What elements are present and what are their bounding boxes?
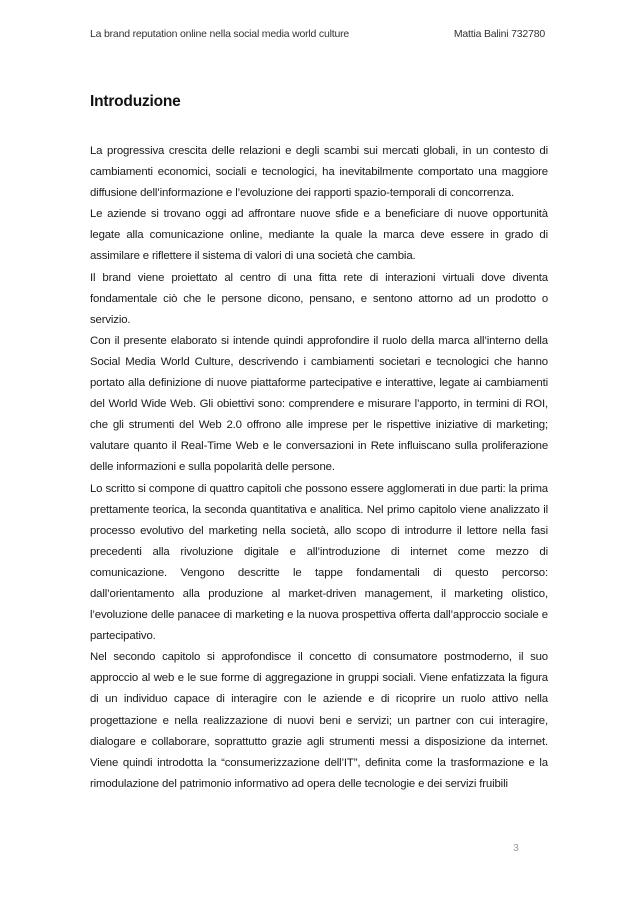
paragraph: La progressiva crescita delle relazioni e degli scambi sui mercati globali, in un contesto di cambiamenti economici, sociali e tecnologici, ha inevitabilmente comportato una maggiore diffusione dell’informazione e l’evoluzione dei rapporti spazio-temporali di concorrenza.: [90, 145, 548, 200]
page-number: 3: [513, 843, 519, 854]
paragraph: Lo scritto si compone di quattro capitoli che possono essere agglomerati in due parti: la prima prettamente teorica, la seconda quantitativa e analitica. Nel primo capitolo viene analizzato il processo evolutivo del marketing nella società, allo scopo di introdurre il lettore nella fasi precedenti alla rivoluzione digitale e all’introduzione di internet come mezzo di comunicazione. Vengono descritte le tappe fondamentali di questo percorso: dall’orientamento alla produzione al market-driven management, il marketing olistico, l’evoluzione delle panacee di marketing e la nuova prospettiva offerta dall’approccio sociale e partecipativo.: [90, 482, 548, 643]
section-heading: Introduzione: [90, 93, 181, 110]
body-text: [90, 141, 548, 795]
header-title: La brand reputation online nella social media world culture: [90, 28, 350, 40]
paragraph: Con il presente elaborato si intende quindi approfondire il ruolo della marca all’interno della Social Media World Culture, descrivendo i cambiamenti societari e tecnologici che hanno portato alla definizione di nuove piattaforme partecipative e interattive, legate ai cambiamenti del World Wide Web. Gli obiettivi sono: comprendere e misurare l’apporto, in termini di ROI, che gli strumenti del Web 2.0 offrono alle imprese per le rispettive iniziative di marketing; valutare quanto il Real-Time Web e le conversazioni in Rete influiscano sulla proliferazione delle informazioni e sulla popolarità delle persone.: [90, 334, 548, 474]
page-header: [90, 28, 545, 44]
paragraph: Il brand viene proiettato al centro di una fitta rete di interazioni virtuali dove diventa fondamentale ciò che le persone dicono, pensano, e sentono attorno ad un prodotto o servizio.: [90, 271, 548, 326]
paragraph: Nel secondo capitolo si approfondisce il concetto di consumatore postmoderno, il suo approccio al web e le sue forme di aggregazione in gruppi sociali. Viene enfatizzata la figura di un individuo capace di interagire con le aziende e di ricoprire un ruolo attivo nella progettazione e nella realizzazione di nuovi beni e servizi; un partner con cui interagire, dialogare e collaborare, soprattutto grazie agli strumenti messi a disposizione da internet. Viene quindi introdotta la “consumerizzazione dell’IT”, definita come la trasformazione e la rimodulazione del patrimonio informativo ad opera delle tecnologie e dei servizi fruibili: [90, 651, 548, 790]
paragraph: Le aziende si trovano oggi ad affrontare nuove sfide e a beneficiare di nuove opportunità legate alla comunicazione online, mediante la quale la marca deve essere in grado di assimilare e riflettere il sistema di valori di una società che cambia.: [90, 208, 548, 263]
header-author: Mattia Balini 732780: [453, 28, 545, 40]
